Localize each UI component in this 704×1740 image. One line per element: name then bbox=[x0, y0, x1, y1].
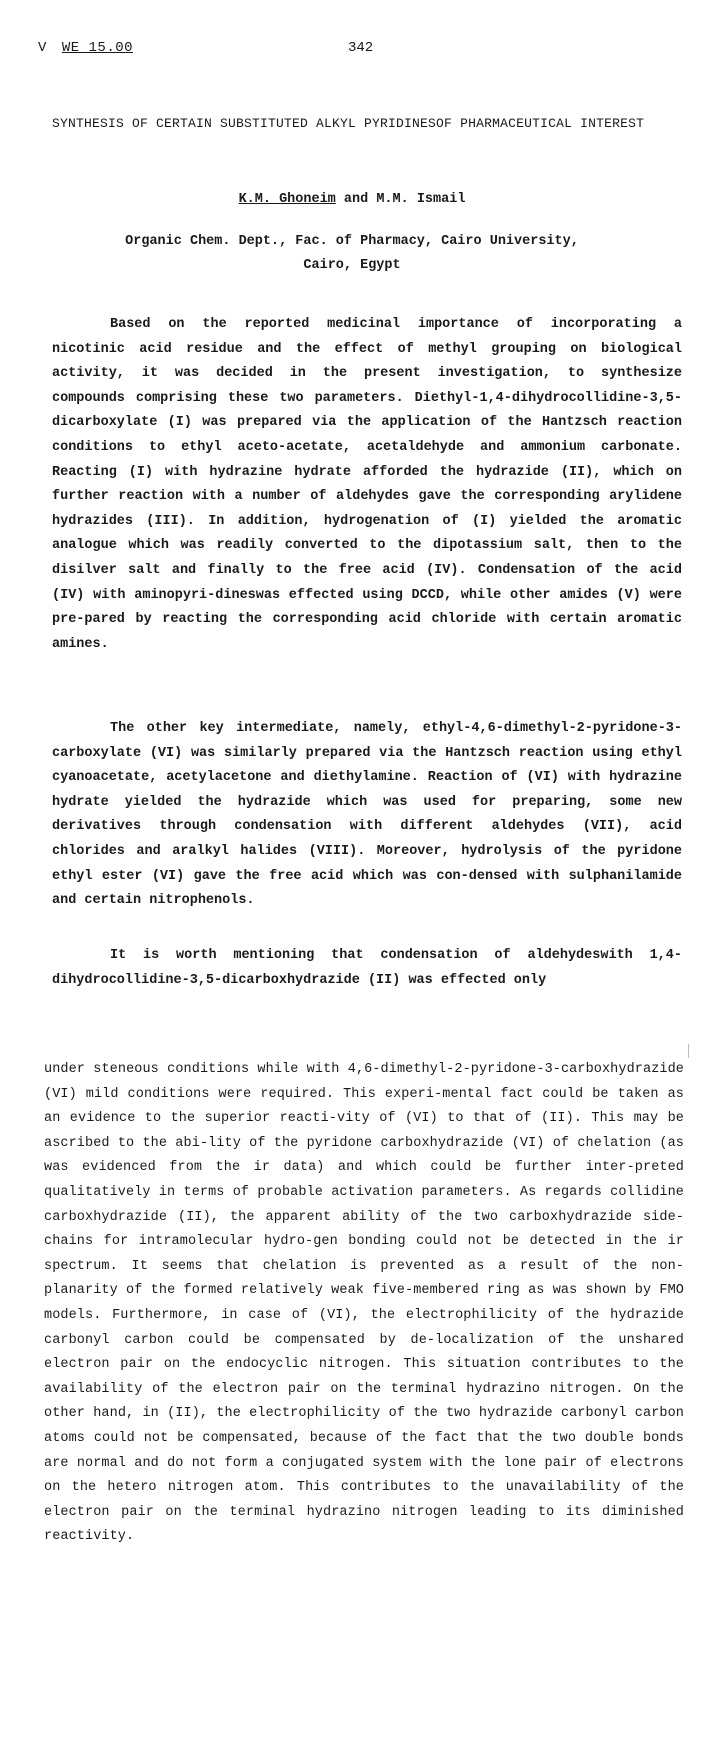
abstract-paragraph-2 bbox=[52, 717, 682, 914]
scan-mark bbox=[688, 1044, 689, 1058]
authors bbox=[0, 192, 704, 207]
header-code-number: WE 15.00 bbox=[61, 40, 134, 56]
continuation-text bbox=[44, 1058, 684, 1550]
header-mark: V bbox=[38, 40, 47, 56]
affiliation-line-1: Organic Chem. Dept., Fac. of Pharmacy, Cairo University, bbox=[125, 234, 579, 249]
affiliation bbox=[0, 230, 704, 278]
abstract-paragraph-3 bbox=[52, 944, 682, 993]
paragraph-text: Based on the reported medicinal importance of incorporating a nicotinic acid residue and the effect of methyl grouping on biological activity, it was decided in the present investigation, to synthesize compounds comprising these two parameters. Diethyl-1,4-dihydrocollidine-3,5-dicarboxylate (I) was prepared via the application of the Hantzsch reaction conditions to ethyl aceto-acetate, acetaldehyde and ammonium carbonate. Reacting (I) with hydrazine hydrate afforded the hydrazide (II), which on further reaction with a number of aldehydes gave the corresponding arylidene hydrazides (III). In addition, hydrogenation of (I) yielded the aromatic analogue which was readily converted to the dipotassium salt, then to the disilver salt and finally to the free acid (IV). Condensation of the acid (IV) with aminopyri-dineswas effected using DCCD, while other amides (V) were pre-pared by reacting the corresponding acid chloride with certain aromatic amines. bbox=[52, 317, 682, 652]
affiliation-line-2: Cairo, Egypt bbox=[303, 258, 401, 273]
abstract-paragraph-1 bbox=[52, 313, 682, 657]
author-first: K.M. Ghoneim bbox=[238, 192, 336, 207]
page-number: 342 bbox=[348, 40, 374, 56]
paper-title: SYNTHESIS OF CERTAIN SUBSTITUTED ALKYL PYRIDINESOF PHARMACEUTICAL INTEREST bbox=[52, 116, 645, 131]
author-conj: and bbox=[343, 192, 369, 207]
paragraph-text: The other key intermediate, namely, ethyl-4,6-dimethyl-2-pyridone-3-carboxylate (VI) was similarly prepared via the Hantzsch reaction using ethyl cyanoacetate, acetylacetone and diethylamine. Reaction of (VI) with hydrazine hydrate yielded the hydrazide which was used for preparing, some new derivatives through condensation with different aldehydes (VII), acid chlorides and aralkyl halides (VIII). Moreover, hydrolysis of the pyridone ethyl ester (VI) gave the free acid which was con-densed with sulphanilamide and certain nitrophenols. bbox=[52, 721, 682, 909]
author-second: M.M. Ismail bbox=[376, 192, 466, 207]
paragraph-text: It is worth mentioning that condensation of aldehydeswith 1,4-dihydrocollidine-3,5-dicarboxhydrazide (II) was effected only bbox=[52, 948, 682, 988]
header-code bbox=[38, 40, 133, 56]
paragraph-text: under steneous conditions while with 4,6-dimethyl-2-pyridone-3-carboxhydrazide (VI) mild conditions were required. This experi-mental fact could be taken as an evidence to the superior reacti-vity of (VI) to that of (II). This may be ascribed to the abi-lity of the pyridone carboxhydrazide (VI) of chelation (as was evidenced from the ir data) and which could be further inter-preted qualitatively in terms of probable activation parameters. As regards collidine carboxhydrazide (II), the apparent ability of the two carboxhydrazide side-chains for intramolecular hydro-gen bonding could not be detected in the ir spectrum. It seems that chelation is prevented as a result of the non-planarity of the formed relatively weak five-membered ring as was shown by FMO models. Furthermore, in case of (VI), the electrophilicity of the hydrazide carbonyl carbon could be compensated by de-localization of the unshared electron pair on the endocyclic nitrogen. This situation contributes to the availability of the electron pair on the terminal hydrazino nitrogen. On the other hand, in (II), the electrophilicity of the two hydrazide carbonyl carbon atoms could not be compensated, because of the fact that the two double bonds are normal and do not form a conjugated system with the lone pair of electrons on the hetero nitrogen atom. This contributes to the unavailability of the electron pair on the terminal hydrazino nitrogen leading to its diminished reactivity. bbox=[44, 1062, 684, 1545]
